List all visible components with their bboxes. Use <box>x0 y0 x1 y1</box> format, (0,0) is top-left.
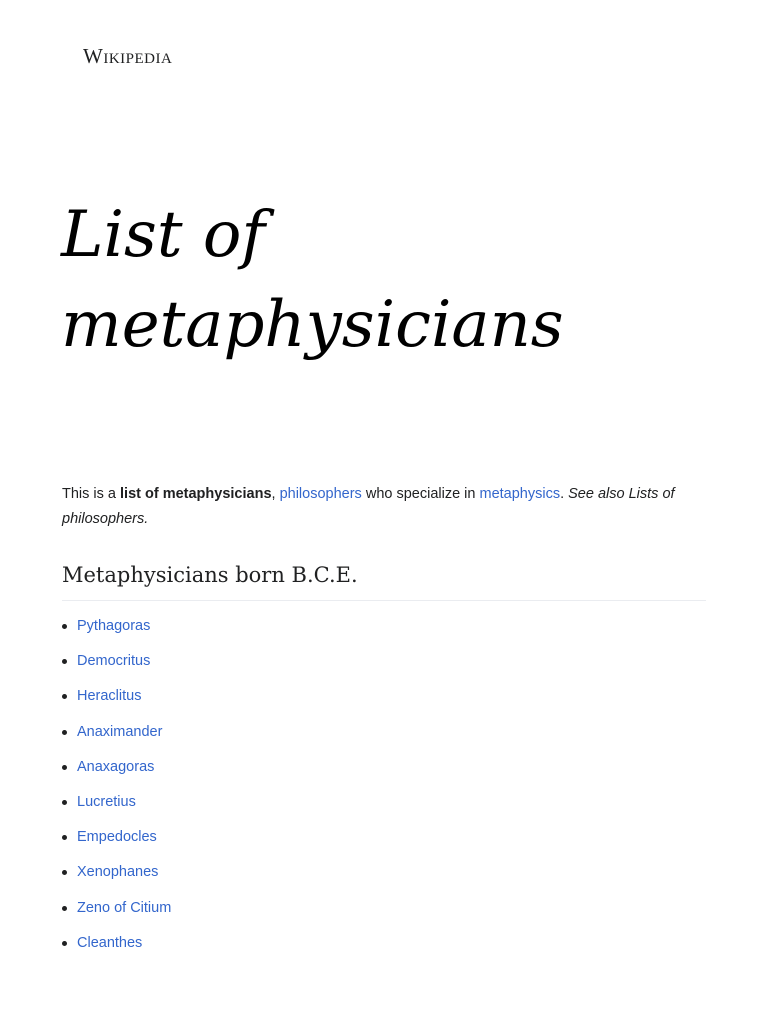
list-item-link[interactable]: Democritus <box>77 653 151 670</box>
intro-period: . <box>560 486 569 502</box>
list-item-link[interactable]: Anaximander <box>77 723 163 740</box>
list-item-link[interactable]: Heraclitus <box>77 688 142 705</box>
list-item-link[interactable]: Cleanthes <box>77 934 143 951</box>
list-item <box>62 855 171 890</box>
bullet-icon <box>62 870 67 875</box>
intro-paragraph <box>62 482 712 532</box>
list-item <box>62 609 171 644</box>
bullet-icon <box>62 730 67 735</box>
list-item <box>62 644 171 679</box>
wikipedia-logo[interactable]: Wikipedia <box>83 44 173 68</box>
list-item-link[interactable]: Lucretius <box>77 793 136 810</box>
list-item <box>62 715 171 750</box>
section-heading: Metaphysicians born B.C.E. <box>62 560 706 601</box>
metaphysicians-list <box>62 609 171 961</box>
bullet-icon <box>62 835 67 840</box>
bullet-icon <box>62 941 67 946</box>
bullet-icon <box>62 694 67 699</box>
list-item-link[interactable]: Anaxagoras <box>77 758 155 775</box>
list-item <box>62 679 171 714</box>
intro-comma: , <box>271 486 280 502</box>
metaphysics-link[interactable]: metaphysics <box>479 486 561 502</box>
list-item <box>62 820 171 855</box>
bullet-icon <box>62 624 67 629</box>
list-item <box>62 785 171 820</box>
page-title: List of metaphysicians <box>61 198 564 362</box>
see-also-note: See also Lists of philosophers. <box>62 486 675 527</box>
bullet-icon <box>62 659 67 664</box>
list-item <box>62 891 171 926</box>
bullet-icon <box>62 906 67 911</box>
list-item <box>62 926 171 961</box>
philosophers-link[interactable]: philosophers <box>279 486 362 502</box>
intro-bold-term: list of metaphysicians <box>120 486 272 502</box>
intro-prefix: This is a <box>62 486 121 502</box>
list-item-link[interactable]: Empedocles <box>77 829 157 846</box>
list-item <box>62 750 171 785</box>
list-item-link[interactable]: Xenophanes <box>77 864 159 881</box>
list-item-link[interactable]: Zeno of Citium <box>77 899 172 916</box>
intro-middle: who specialize in <box>361 486 480 502</box>
bullet-icon <box>62 765 67 770</box>
list-item-link[interactable]: Pythagoras <box>77 618 151 634</box>
bullet-icon <box>62 800 67 805</box>
